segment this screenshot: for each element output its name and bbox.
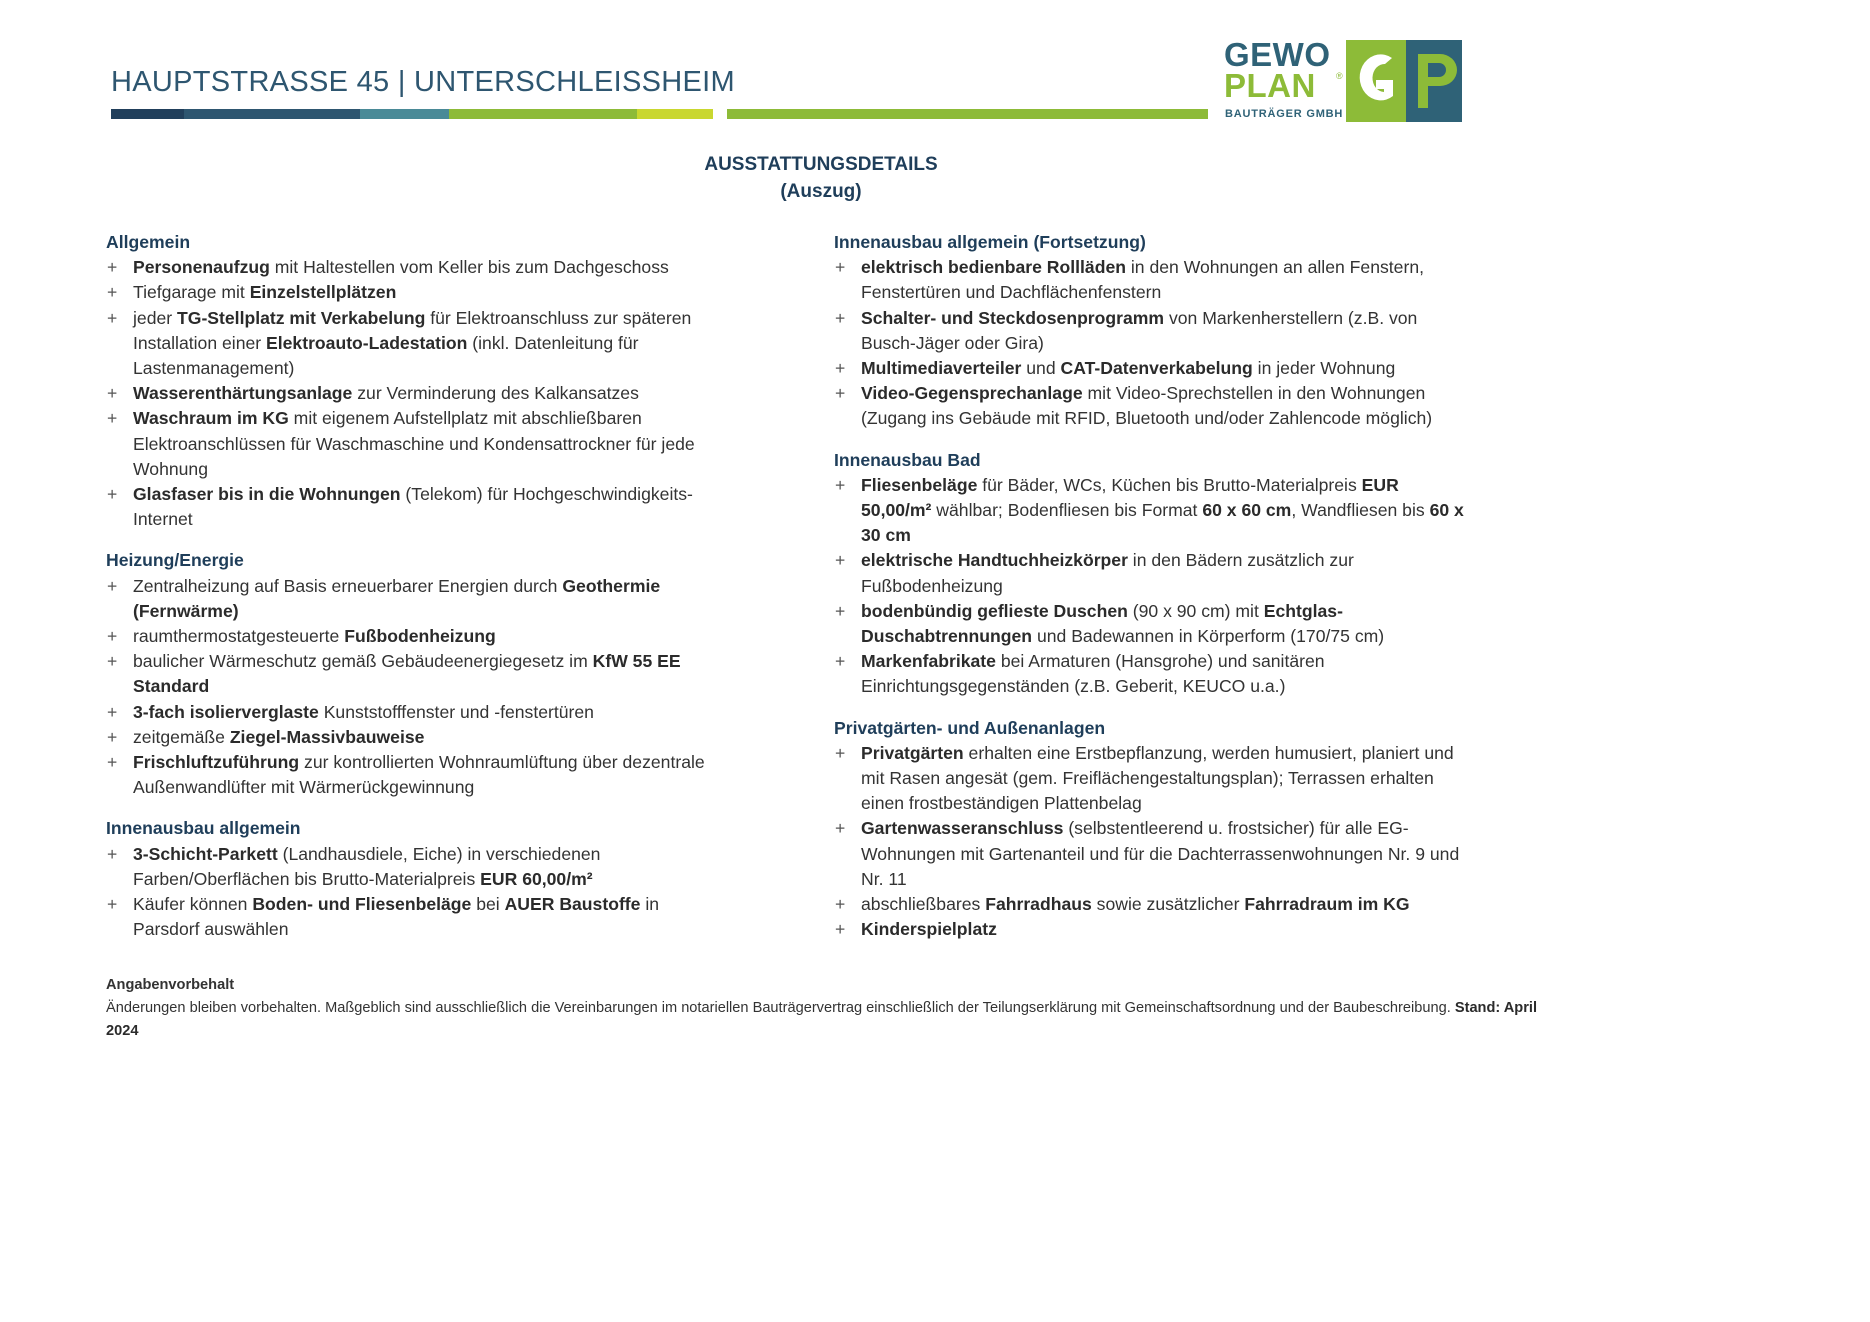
feature-text: mit Haltestellen vom Keller bis zum Dachgeschoss [269,257,669,278]
logo-registered-mark: ® [1336,71,1343,81]
feature-text: in jeder Wohnung [1252,358,1396,379]
feature-highlight: Fußbodenheizung [344,626,496,647]
disclaimer [106,974,1546,1043]
section-heading: Innenausbau Bad [834,449,981,470]
feature-text: von Markenherstellern (z.B. von Busch-Jäger oder Gira) [861,307,1418,353]
feature-highlight: Frischluftzuführung [133,752,300,773]
feature-item [834,255,1474,305]
feature-highlight: Markenfabrikate [861,651,996,672]
feature-text: , Wandfliesen bis [1291,500,1430,521]
feature-text: (Landhausdiele, Eiche) in verschiedenen Farben/Oberflächen bis Brutto-Materialpreis [133,843,601,889]
feature-highlight: elektrisch bedienbare Rollläden [861,257,1126,278]
feature-highlight: Glasfaser bis in die Wohnungen [133,484,401,505]
feature-highlight: Kinderspielplatz [861,919,997,940]
feature-item [106,842,721,892]
feature-text: wählbar; Bodenfliesen bis Format [931,500,1203,521]
feature-item [834,473,1474,549]
feature-text: (selbstentleerend u. frostsicher) für alle EG-Wohnungen mit Gartenanteil und für die Dachterrassenwohnungen Nr. 9 und Nr. 11 [861,818,1460,889]
feature-highlight: Echtglas-Duschabtrennungen [861,600,1343,647]
feature-item [106,574,721,624]
feature-item [834,917,1474,942]
feature-highlight: Boden- und Fliesenbeläge [252,894,472,915]
document-title-block [0,151,1642,205]
feature-item [106,280,721,305]
feature-item [106,700,721,725]
feature-highlight: elektrische Handtuchheizkörper [861,550,1128,571]
feature-text: mit Video-Sprechstellen in den Wohnungen (Zugang ins Gebäude mit RFID, Bluetooth und/oder Zahlencode möglich) [861,383,1433,429]
feature-highlight: 60 x 60 cm [1202,500,1292,521]
feature-text: bei Armaturen (Hansgrohe) und sanitären Einrichtungsgegenständen (z.B. Geberit, KEUCO u.a.) [861,651,1325,697]
feature-text: und Badewannen in Körperform (170/75 cm) [1032,626,1385,647]
project-title: HAUPTSTRASSE 45 | UNTERSCHLEISSHEIM [111,66,735,98]
feature-highlight: Fahrradraum im KG [1244,894,1410,915]
section [106,230,721,532]
disclaimer-body [106,997,1546,1043]
feature-item [106,406,721,482]
feature-text: erhalten eine Erstbepflanzung, werden humusiert, planiert und mit Rasen angesät (gem. Freiflächengestaltungsplan); Terrassen erhalten einen frostbeständigen Plattenbelag [861,742,1454,814]
feature-text: mit eigenem Aufstellplatz mit abschließbaren Elektroanschlüssen für Waschmaschine und Kondensattrockner für jede Wohnung [133,408,695,479]
feature-list [106,255,721,532]
feature-item [106,306,721,382]
company-logo [1224,38,1462,122]
right-column [834,230,1474,958]
section [106,548,721,800]
feature-item [106,750,721,800]
left-column [106,230,721,958]
logo-gewo-text: GEWO [1224,36,1331,73]
feature-highlight: EUR 60,00/m² [480,868,593,889]
document-title: AUSSTATTUNGSDETAILS [704,154,938,175]
feature-text: baulicher Wärmeschutz gemäß Gebäudeenergiegesetz im [133,651,593,672]
feature-highlight: EUR 50,00/m² [861,474,1399,521]
disclaimer-text: Änderungen bleiben vorbehalten. Maßgeblich sind ausschließlich die Vereinbarungen im notariellen Bauträgervertrag einschließlich der Teilungserklärung mit Gemeinschaftsordnung und der Baubeschreibung. [106,1000,1451,1016]
feature-text: raumthermostatgesteuerte [133,626,345,647]
feature-item [834,599,1474,649]
feature-text: Käufer können [133,894,253,915]
feature-text: (90 x 90 cm) mit [1127,600,1264,621]
feature-text: sowie zusätzlicher [1091,894,1245,915]
feature-item [834,306,1474,356]
section [834,716,1474,943]
feature-list [834,473,1474,700]
bar-segment-lime [637,109,713,119]
feature-item [834,381,1474,431]
feature-text: zur Verminderung des Kalkansatzes [352,383,639,404]
feature-list [834,255,1474,431]
feature-item [106,482,721,532]
feature-text: bei [471,894,505,915]
feature-highlight: bodenbündig geflieste Duschen [861,600,1128,621]
feature-item [834,816,1474,892]
feature-highlight: Fahrradhaus [985,894,1092,915]
feature-text: zur kontrollierten Wohnraumlüftung über dezentrale Außenwandlüfter mit Wärmerückgewinnung [133,752,705,798]
document-subtitle: (Auszug) [780,181,862,202]
logo-gp-monogram [1346,40,1462,122]
section [834,230,1474,432]
feature-highlight: 3-fach isolierverglaste [133,701,319,722]
bar-segment-green-long [727,109,1208,119]
section-heading: Innenausbau allgemein [106,818,301,839]
feature-text: Kunststofffenster und -fenstertüren [318,701,594,722]
feature-highlight: Elektroauto-Ladestation [266,332,468,353]
feature-highlight: Ziegel-Massivbauweise [229,726,425,747]
section-heading: Innenausbau allgemein (Fortsetzung) [834,232,1146,252]
feature-highlight: Video-Gegensprechanlage [861,383,1083,404]
bar-segment-petrol [184,109,360,119]
feature-item [106,725,721,750]
feature-highlight: Schalter- und Steckdosenprogramm [861,307,1165,328]
feature-list [106,574,721,801]
feature-item [106,624,721,649]
feature-text: Tiefgarage mit [133,282,250,303]
feature-highlight: 3-Schicht-Parkett [133,843,278,864]
feature-item [834,892,1474,917]
feature-text: abschließbares [861,894,986,915]
section [106,816,721,942]
feature-highlight: Multimediaverteiler [861,358,1022,379]
bar-segment-green [449,109,637,119]
feature-text: für Bäder, WCs, Küchen bis Brutto-Materialpreis [977,474,1362,495]
feature-highlight: 60 x 30 cm [861,500,1464,546]
feature-item [834,649,1474,699]
logo-plan-text: PLAN [1224,67,1316,104]
feature-highlight: Wasserenthärtungsanlage [133,383,353,404]
feature-highlight: KfW 55 EE Standard [133,651,681,697]
feature-text: zeitgemäße [133,726,230,747]
section [834,448,1474,700]
feature-item [834,741,1474,817]
logo-subtitle: BAUTRÄGER GMBH [1225,108,1344,120]
feature-item [106,892,721,942]
feature-item [834,356,1474,381]
feature-item [834,548,1474,598]
feature-highlight: Privatgärten [861,742,964,763]
feature-list [834,741,1474,943]
disclaimer-heading: Angabenvorbehalt [106,977,235,993]
section-heading: Privatgärten- und Außenanlagen [834,717,1106,738]
feature-text: für Elektroanschluss zur späteren Installation einer [133,307,692,353]
bar-segment-navy [111,109,184,119]
feature-text: in den Wohnungen an allen Fenstern, Fenstertüren und Dachflächenfenstern [861,257,1424,303]
feature-highlight: Einzelstellplätzen [249,282,397,303]
feature-text: jeder [133,307,178,328]
feature-highlight: Gartenwasseranschluss [861,818,1064,839]
feature-list [106,842,721,943]
feature-highlight: TG-Stellplatz mit Verkabelung [177,307,426,328]
feature-highlight: Personenaufzug [133,257,270,278]
feature-text: und [1021,358,1061,379]
feature-highlight: Geothermie (Fernwärme) [133,575,661,621]
feature-highlight: AUER Baustoffe [504,894,641,915]
feature-highlight: Fliesenbeläge [861,474,978,495]
section-heading: Heizung/Energie [106,550,244,571]
feature-highlight: CAT-Datenverkabelung [1060,358,1253,379]
feature-highlight: Waschraum im KG [133,408,289,429]
feature-text: Zentralheizung auf Basis erneuerbarer Energien durch [133,575,563,596]
disclaimer-stand: Stand: April 2024 [106,1000,1537,1039]
feature-text: (Telekom) für Hochgeschwindigkeits-Internet [133,484,693,530]
feature-item [106,255,721,280]
feature-item [106,381,721,406]
feature-text: in Parsdorf auswählen [133,894,660,940]
feature-text: in den Bädern zusätzlich zur Fußbodenheizung [861,550,1354,596]
feature-item [106,649,721,699]
section-heading: Allgemein [106,232,191,252]
feature-text: (inkl. Datenleitung für Lastenmanagement) [133,332,639,379]
bar-segment-teal [360,109,449,119]
